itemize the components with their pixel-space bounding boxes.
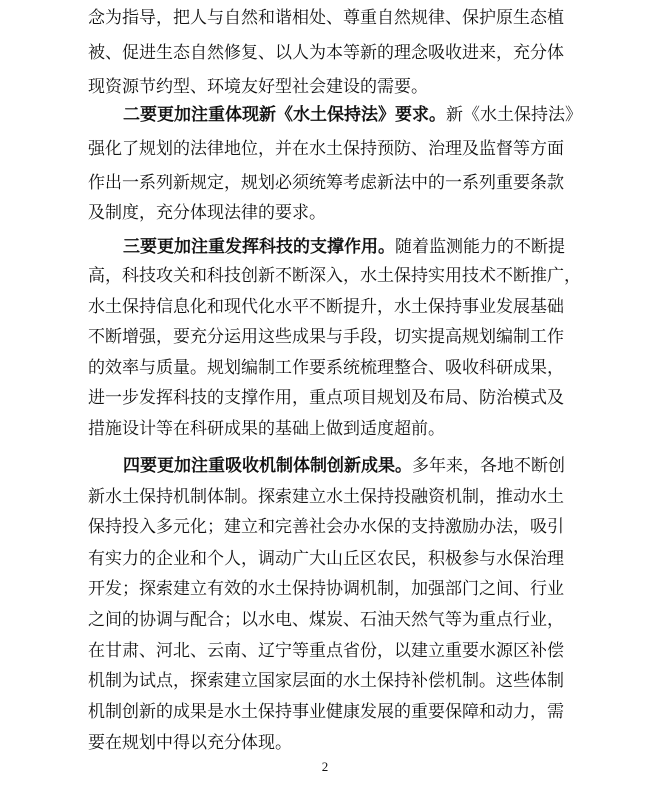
- text-line: 机制创新的成果是水土保持事业健康发展的重要保障和动力，需: [88, 702, 564, 722]
- text-segment: 随着监测能力的不断提: [395, 237, 565, 257]
- paragraph-heading: 二要更加注重体现新《水土保持法》要求。: [123, 105, 446, 125]
- paragraph-heading-line: [123, 103, 582, 127]
- text-line: 作出一系列新规定，规划必须统筹考虑新法中的一系列重要条款: [88, 173, 564, 193]
- text-line: 措施设计等在科研成果的基础上做到适度超前。: [88, 419, 445, 439]
- paragraph-heading: 三要更加注重发挥科技的支撑作用。: [123, 237, 395, 257]
- text-line: 在甘肃、河北、云南、辽宁等重点省份，以建立重要水源区补偿: [88, 641, 564, 661]
- text-line: 现资源节约型、环境友好型社会建设的需要。: [88, 77, 428, 97]
- text-line: 开发；探索建立有效的水土保持协调机制，加强部门之间、行业: [88, 579, 564, 599]
- paragraph-heading-line: [123, 454, 565, 478]
- paragraph-heading-line: [123, 235, 565, 259]
- page-number: 2: [321, 759, 329, 774]
- text-segment: 新《水土保持法》: [446, 105, 582, 125]
- text-line: 不断增强，要充分运用这些成果与手段，切实提高规划编制工作: [88, 327, 564, 347]
- text-line: 有实力的企业和个人，调动广大山丘区农民，积极参与水保治理: [88, 549, 564, 569]
- text-line: 高，科技攻关和科技创新不断深入，水土保持实用技术不断推广，: [88, 266, 581, 286]
- text-line: 强化了规划的法律地位，并在水土保持预防、治理及监督等方面: [88, 139, 564, 159]
- text-line: 念为指导，把人与自然和谐相处、尊重自然规律、保护原生态植: [88, 8, 564, 28]
- text-line: 水土保持信息化和现代化水平不断提升，水土保持事业发展基础: [88, 297, 564, 317]
- text-line: 之间的协调与配合；以水电、煤炭、石油天然气等为重点行业，: [88, 610, 564, 630]
- text-line: 要在规划中得以充分体现。: [88, 733, 292, 753]
- text-line: 进一步发挥科技的支撑作用，重点项目规划及布局、防治模式及: [88, 388, 564, 408]
- text-line: 的效率与质量。规划编制工作要系统梳理整合、吸收科研成果，: [88, 358, 564, 378]
- text-segment: 多年来，各地不断创: [412, 456, 565, 476]
- text-line: 及制度，充分体现法律的要求。: [88, 203, 326, 223]
- text-line: 保持投入多元化；建立和完善社会办水保的支持激励办法，吸引: [88, 517, 564, 537]
- text-line: 被、促进生态自然修复、以人为本等新的理念吸收进来，充分体: [88, 43, 564, 63]
- text-line: 机制为试点，探索建立国家层面的水土保持补偿机制。这些体制: [88, 671, 564, 691]
- text-line: 新水土保持机制体制。探索建立水土保持投融资机制，推动水土: [88, 487, 564, 507]
- paragraph-heading: 四要更加注重吸收机制体制创新成果。: [123, 456, 412, 476]
